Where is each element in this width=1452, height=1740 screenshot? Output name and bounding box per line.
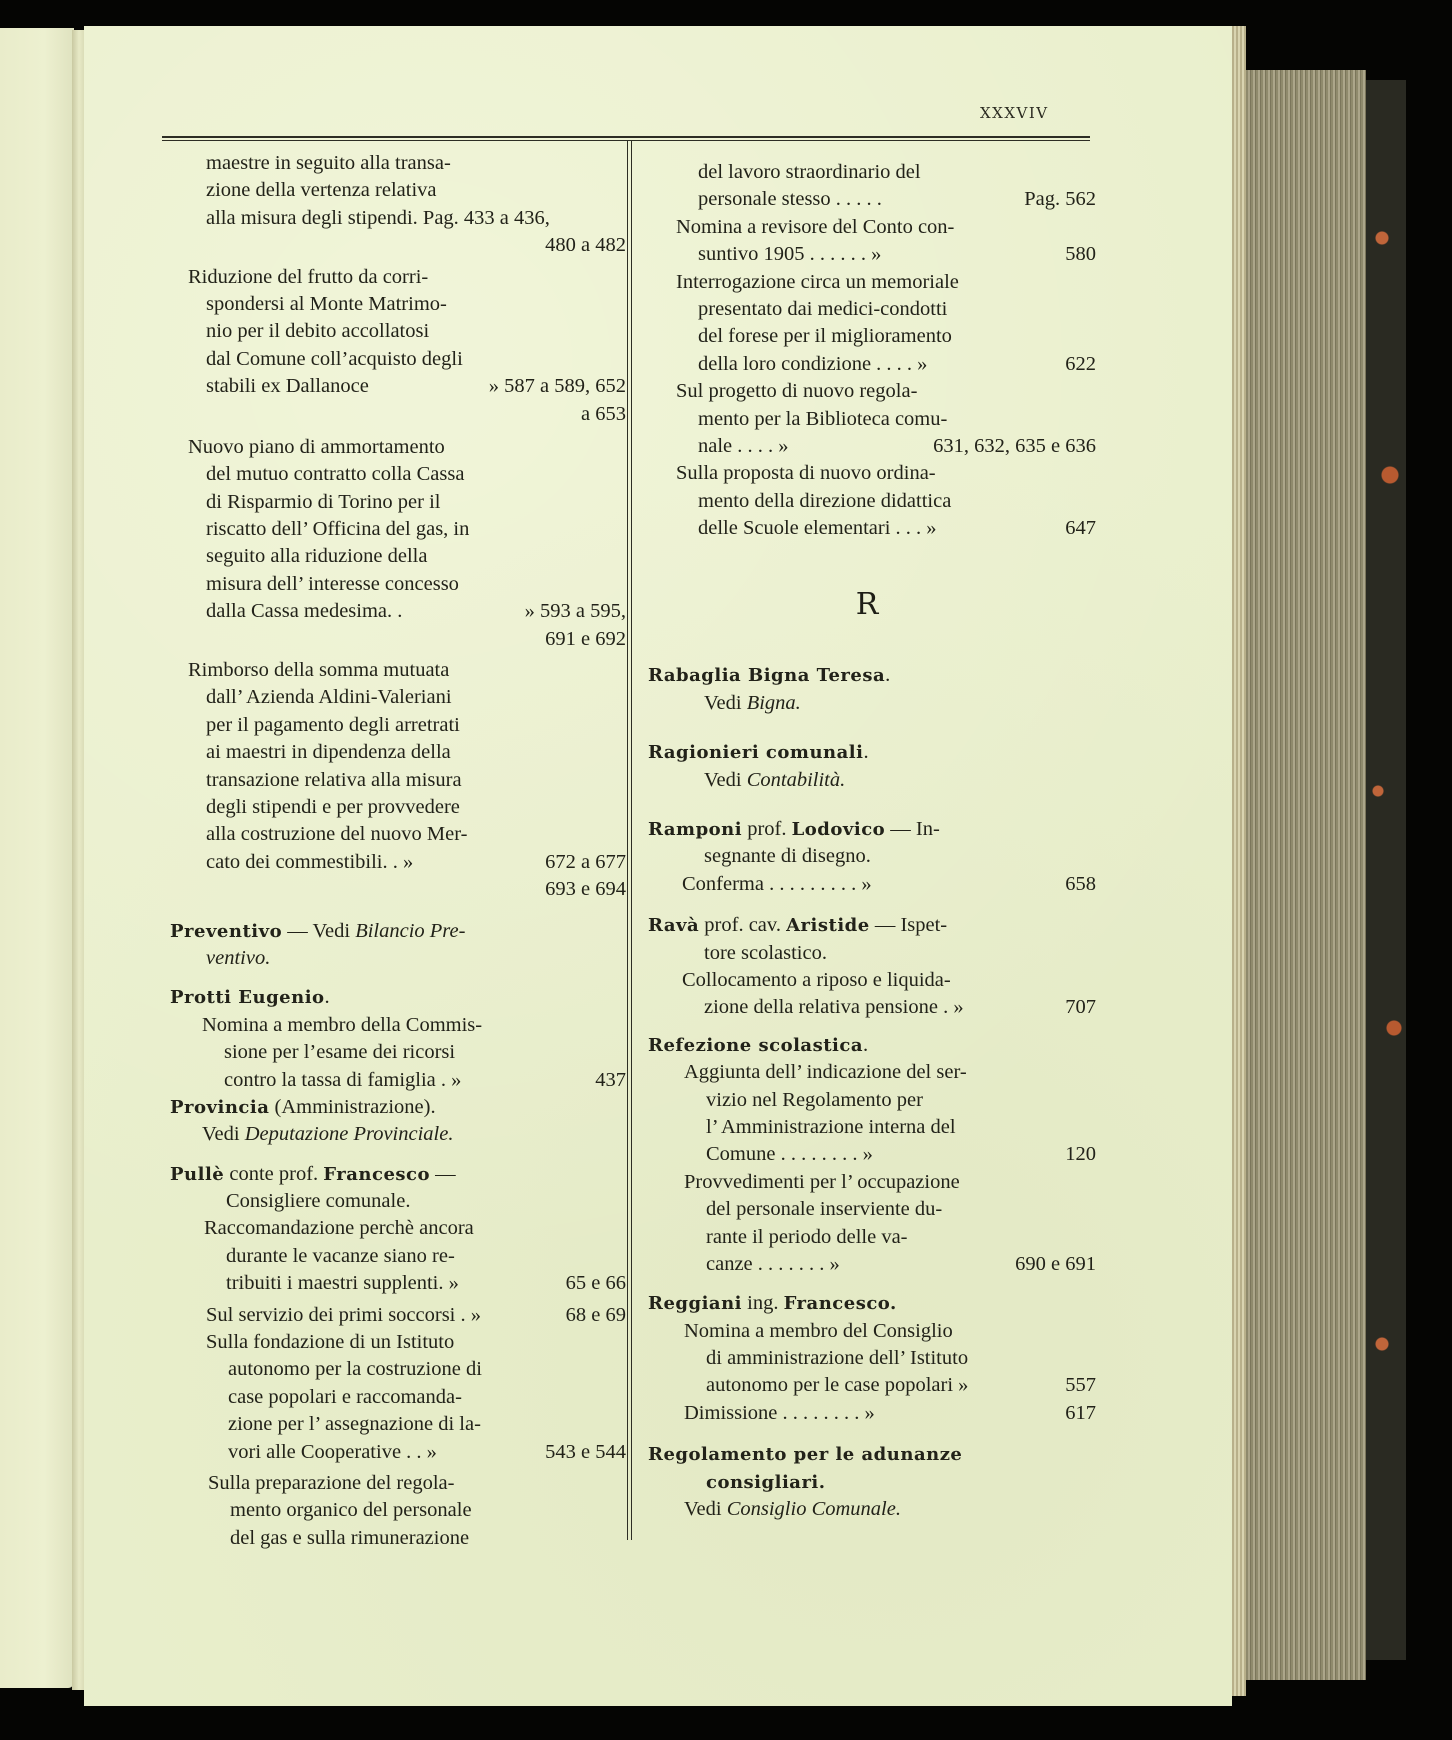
entry-line: Nuovo piano di ammortamento [188, 435, 445, 458]
page-edge-stack [1232, 26, 1246, 1696]
page-ref: 631, 632, 635 e 636 [933, 434, 1096, 457]
headword: Regolamento per le adunanze [648, 1444, 963, 1466]
entry-line: riscatto dell’ Officina del gas, in [206, 518, 470, 541]
page-ref: Pag. 562 [1024, 188, 1096, 211]
page-ref: 557 [1065, 1374, 1096, 1397]
entry-line: Aggiunta dell’ indicazione del ser- [684, 1061, 967, 1084]
entry-line: stabili ex Dallanoce » 587 a 589, 652 [170, 373, 626, 400]
entry-heading-cont: consigliari. [706, 1471, 826, 1493]
entry-line: Vedi Deputazione Provinciale. [202, 1123, 454, 1146]
entry-line: case popolari e raccomanda- [228, 1385, 462, 1408]
entry-line: sione per l’esame dei ricorsi [224, 1041, 456, 1064]
entry-line: vizio nel Regolamento per [706, 1088, 923, 1111]
page-ref: 672 a 677 [545, 850, 626, 873]
entry-line: mento della direzione didattica [698, 489, 952, 512]
entry-line: delle Scuole elementari . . . » 647 [648, 515, 1096, 542]
entry-line: Sulla fondazione di un Istituto [206, 1331, 455, 1354]
entry-line: nale . . . . » 631, 632, 635 e 636 [648, 433, 1096, 460]
text-block-edges [1246, 70, 1366, 1680]
headword-given-name: Francesco [323, 1163, 431, 1185]
entry-line: rante il periodo delle va- [706, 1225, 908, 1248]
page-ref: 707 [1065, 996, 1096, 1019]
entry-line: dall’ Azienda Aldini-Valeriani [206, 686, 452, 709]
entry-line: del gas e sulla rimunerazione [230, 1526, 470, 1549]
entry-line: Vedi Contabilità. [704, 768, 846, 791]
entry-line: del personale inserviente du- [706, 1198, 943, 1221]
page-ref: 693 e 694 [545, 878, 626, 901]
index-entry-provincia [170, 1094, 626, 1149]
page-ref: 617 [1065, 1401, 1096, 1424]
entry-line: Nomina a revisore del Conto con- [676, 215, 955, 238]
entry-line: della loro condizione . . . . » 622 [648, 351, 1096, 378]
entry-line [170, 401, 626, 428]
entry-line [170, 232, 626, 259]
entry-heading: Ramponi prof. Lodovico — In- [648, 818, 940, 841]
entry-line: tribuiti i maestri supplenti. » 65 e 66 [170, 1270, 626, 1297]
section-letter: R [855, 587, 879, 623]
entry-line: Rimborso della somma mutuata [188, 659, 450, 682]
entry-line: Collocamento a riposo e liquida- [682, 968, 951, 991]
page-ref: 437 [595, 1068, 626, 1091]
entry-heading: Refezione scolastica. [648, 1033, 869, 1056]
entry-line: suntivo 1905 . . . . . . » 580 [648, 241, 1096, 268]
entry-line: dal Comune coll’acquisto degli [206, 347, 463, 370]
entry-line: Raccomandazione perchè ancora [204, 1217, 474, 1240]
entry-line: autonomo per la costruzione di [228, 1358, 482, 1381]
facing-page-edge [0, 28, 74, 1688]
entry-line: ventivo. [206, 946, 271, 969]
entry-line: nio per il debito accollatosi [206, 320, 430, 343]
index-entry-reggiani [648, 1290, 1096, 1427]
page-ref: 480 a 482 [545, 234, 626, 257]
entry-line: per il pagamento degli arretrati [206, 713, 460, 736]
index-entry-pulle [170, 1161, 626, 1552]
entry-line: Dimissione . . . . . . . . » 617 [648, 1400, 1096, 1427]
cross-reference: Consiglio Comunale. [726, 1498, 901, 1521]
entry-line: zione della relativa pensione . » 707 [648, 994, 1096, 1021]
entry-line: durante le vacanze siano re- [226, 1244, 455, 1267]
entry-line: zione per l’ assegnazione di la- [228, 1413, 481, 1436]
entry-line: mento per la Biblioteca comu- [698, 407, 948, 430]
headword: Ravà [648, 915, 700, 937]
cross-reference: Deputazione Provinciale. [244, 1123, 454, 1146]
entry-line: Sulla preparazione del regola- [208, 1471, 455, 1494]
entry-line: ai maestri in dipendenza della [206, 741, 451, 764]
entry-line: personale stesso . . . . . Pag. 562 [648, 186, 1096, 213]
headword: Pullè [170, 1163, 225, 1185]
entry-line: del mutuo contratto colla Cassa [206, 463, 465, 486]
page-ref: 647 [1065, 517, 1096, 540]
headword-given-name: Aristide [786, 915, 870, 937]
entry-line: Interrogazione circa un memoriale [676, 270, 959, 293]
entry-heading [648, 1441, 1096, 1468]
index-entry-regolamento [648, 1441, 1096, 1523]
page-ref: 658 [1065, 872, 1096, 895]
index-entry-rabaglia [648, 662, 1096, 717]
entry-line: maestre in seguito alla transa- [206, 152, 451, 174]
entry-line: Vedi Consiglio Comunale. [684, 1498, 901, 1521]
entry-heading: Protti Eugenio. [170, 986, 330, 1009]
entry-line: spondersi al Monte Matrimo- [206, 292, 447, 315]
entry-line: Vedi Bigna. [704, 691, 801, 714]
entry-line: mento organico del personale [230, 1499, 472, 1522]
entry-line: Sul progetto di nuovo regola- [676, 380, 918, 403]
entry-heading: Provincia (Amministrazione). [170, 1095, 436, 1118]
right-column [648, 159, 1096, 1523]
entry-line: l’ Amministrazione interna del [706, 1115, 956, 1138]
index-entry-protti [170, 984, 626, 1094]
entry-line: tore scolastico. [704, 941, 827, 964]
entry-heading: Ravà prof. cav. Aristide — Ispet- [648, 914, 948, 937]
headword: Reggiani [648, 1293, 743, 1315]
entry-line: presentato dai medici-condotti [698, 297, 948, 320]
headword-given-name: Lodovico [791, 819, 886, 841]
headword-given-name: Francesco. [783, 1293, 897, 1315]
entry-line: di amministrazione dell’ Istituto [706, 1347, 969, 1370]
headword: Ragionieri comunali [648, 742, 864, 764]
column-divider [627, 140, 632, 1540]
entry-line [170, 876, 626, 903]
left-column [170, 150, 626, 1552]
entry-line: vori alle Cooperative . . » 543 e 544 [170, 1439, 626, 1466]
index-subentry [170, 434, 626, 653]
marbled-cover [1366, 80, 1406, 1660]
entry-line: Riduzione del frutto da corri- [188, 265, 429, 288]
entry-line: canze . . . . . . . » 690 e 691 [648, 1251, 1096, 1278]
entry-line: Sulla proposta di nuovo ordina- [676, 462, 936, 485]
entry-line: Nomina a membro del Consiglio [684, 1319, 953, 1342]
entry-line: alla costruzione del nuovo Mer- [206, 823, 468, 846]
cross-reference: Bigna. [746, 691, 801, 714]
entry-line: Consigliere comunale. [226, 1190, 411, 1213]
headword: Rabaglia Bigna Teresa [648, 665, 886, 687]
entry-line: contro la tassa di famiglia . » 437 [170, 1067, 626, 1094]
entry-line: seguito alla riduzione della [206, 545, 428, 568]
page-ref: » 587 a 589, 652 [488, 375, 626, 398]
cross-reference: Contabilità. [746, 768, 846, 791]
index-entry-ragionieri [648, 739, 1096, 794]
entry-line: Provvedimenti per l’ occupazione [684, 1170, 960, 1193]
entry-line: autonomo per le case popolari » 557 [648, 1372, 1096, 1399]
index-entry-ramponi [648, 816, 1096, 898]
entry-heading: Rabaglia Bigna Teresa. [648, 664, 891, 687]
page-ref: 120 [1065, 1143, 1096, 1166]
entry-line [170, 626, 626, 653]
headword: Refezione scolastica [648, 1034, 863, 1056]
page-ref: » 593 a 595, [524, 600, 626, 623]
page-number: XXXVIV [980, 104, 1049, 122]
entry-line: zione della vertenza relativa [206, 179, 437, 202]
page-ref: 580 [1065, 243, 1096, 266]
headword: Ramponi [648, 819, 743, 841]
entry-line: segnante di disegno. [704, 845, 871, 868]
index-subentry [170, 657, 626, 904]
entry-line: Comune . . . . . . . . » 120 [648, 1141, 1096, 1168]
entry-line: Conferma . . . . . . . . . » 658 [648, 871, 1096, 898]
entry-line: Sul servizio dei primi soccorsi . » 68 e 69 [170, 1302, 626, 1329]
entry-line: cato dei commestibili. . » 672 a 677 [170, 849, 626, 876]
entry-line: del forese per il miglioramento [698, 325, 952, 348]
entry-heading: Ragionieri comunali. [648, 741, 869, 764]
page-ref: 691 e 692 [545, 627, 626, 650]
page-ref: 690 e 691 [1015, 1252, 1096, 1275]
entry-line: transazione relativa alla misura [206, 768, 462, 791]
headword: Preventivo [170, 920, 283, 942]
page-ref: 622 [1065, 352, 1096, 375]
entry-line: degli stipendi e per provvedere [206, 795, 460, 818]
entry-heading: Reggiani ing. Francesco. [648, 1292, 897, 1315]
entry-line: alla misura degli stipendi. Pag. 433 a 436, [206, 206, 550, 229]
index-subentry [170, 264, 626, 428]
entry-line: del lavoro straordinario del [698, 161, 921, 183]
header-double-rule [162, 136, 1090, 141]
page-ref: 68 e 69 [565, 1303, 626, 1326]
page-ref: a 653 [581, 402, 626, 425]
entry-heading: Pullè conte prof. Francesco — [170, 1162, 456, 1185]
cross-reference: Bilancio Pre- [355, 919, 466, 942]
entry-line: di Risparmio di Torino per il [206, 490, 441, 513]
entry-heading: Preventivo — Vedi Bilancio Pre- [170, 919, 466, 942]
page-ref: 65 e 66 [565, 1272, 626, 1295]
index-subentry [170, 150, 626, 260]
entry-line: Nomina a membro della Commis- [202, 1013, 483, 1036]
index-continuation [648, 159, 1096, 542]
index-entry-rava [648, 912, 1096, 1022]
headword: Protti Eugenio [170, 987, 325, 1009]
index-entry-preventivo [170, 918, 626, 973]
headword: Provincia [170, 1096, 270, 1118]
page-ref: 543 e 544 [545, 1440, 626, 1463]
entry-line: dalla Cassa medesima. . » 593 a 595, [170, 598, 626, 625]
index-entry-refezione [648, 1032, 1096, 1279]
entry-line: misura dell’ interesse concesso [206, 572, 459, 595]
